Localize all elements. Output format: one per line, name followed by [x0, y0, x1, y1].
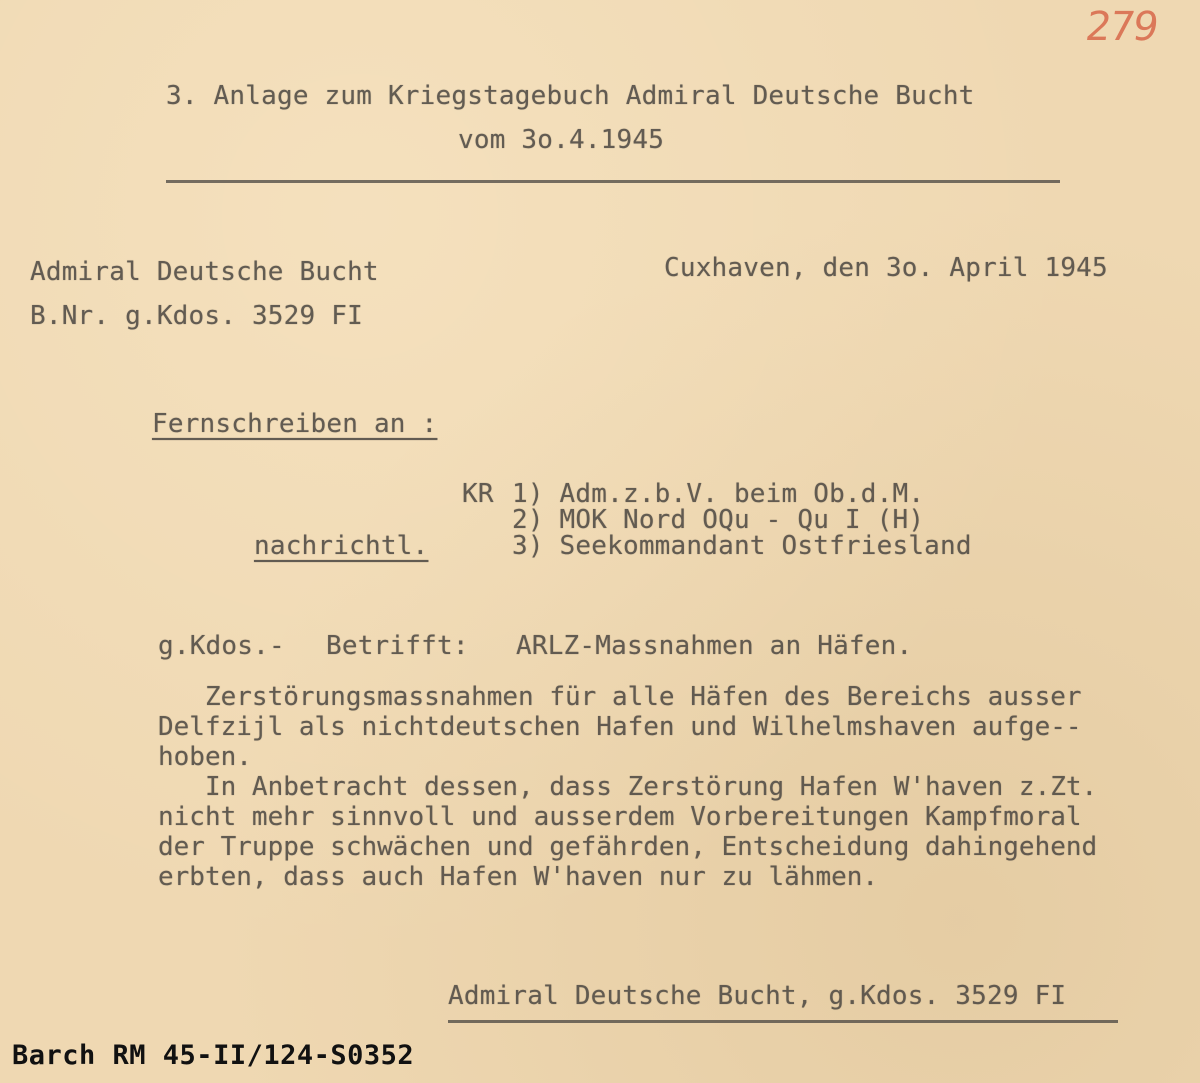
subject-classification: g.Kdos.-: [158, 631, 285, 661]
sender-reference: B.Nr. g.Kdos. 3529 FI: [30, 301, 363, 331]
body-line: Zerstörungsmassnahmen für alle Häfen des Bereichs ausser: [158, 682, 1082, 712]
cc-label: nachrichtl.: [254, 531, 429, 561]
title-divider: [166, 180, 1060, 183]
subject-text: ARLZ-Massnahmen an Häfen.: [516, 631, 913, 661]
document-title: 3. Anlage zum Kriegstagebuch Admiral Deutsche Bucht: [166, 81, 975, 111]
recipient-2: 2) MOK Nord OQu - Qu I (H): [512, 505, 925, 535]
sender-name: Admiral Deutsche Bucht: [30, 257, 379, 287]
recipient-1: 1) Adm.z.b.V. beim Ob.d.M.: [512, 479, 925, 509]
message-body: [158, 682, 1097, 892]
body-line: nicht mehr sinnvoll und ausserdem Vorbereitungen Kampfmoral: [158, 802, 1082, 832]
signature-divider: [448, 1020, 1118, 1023]
place-date: Cuxhaven, den 3o. April 1945: [664, 253, 1108, 283]
archive-reference: Barch RM 45-II/124-S0352: [12, 1040, 415, 1071]
subject-label: Betrifft:: [326, 631, 469, 661]
body-line: der Truppe schwächen und gefährden, Entscheidung dahingehend: [158, 832, 1098, 862]
body-line: Delfzijl als nichtdeutschen Hafen und Wilhelmshaven aufge--: [158, 712, 1082, 742]
document-date-line: vom 3o.4.1945: [458, 125, 665, 155]
body-line: hoben.: [158, 742, 252, 772]
telex-heading: Fernschreiben an :: [152, 409, 438, 439]
recipient-3: 3) Seekommandant Ostfriesland: [512, 531, 972, 561]
body-line: In Anbetracht dessen, dass Zerstörung Hafen W'haven z.Zt.: [158, 772, 1098, 802]
signature-line: Admiral Deutsche Bucht, g.Kdos. 3529 FI: [448, 981, 1067, 1011]
body-line: erbten, dass auch Hafen W'haven nur zu lähmen.: [158, 862, 879, 892]
kr-marker: KR: [462, 479, 494, 509]
page-number-stamp: 279: [1082, 4, 1160, 50]
